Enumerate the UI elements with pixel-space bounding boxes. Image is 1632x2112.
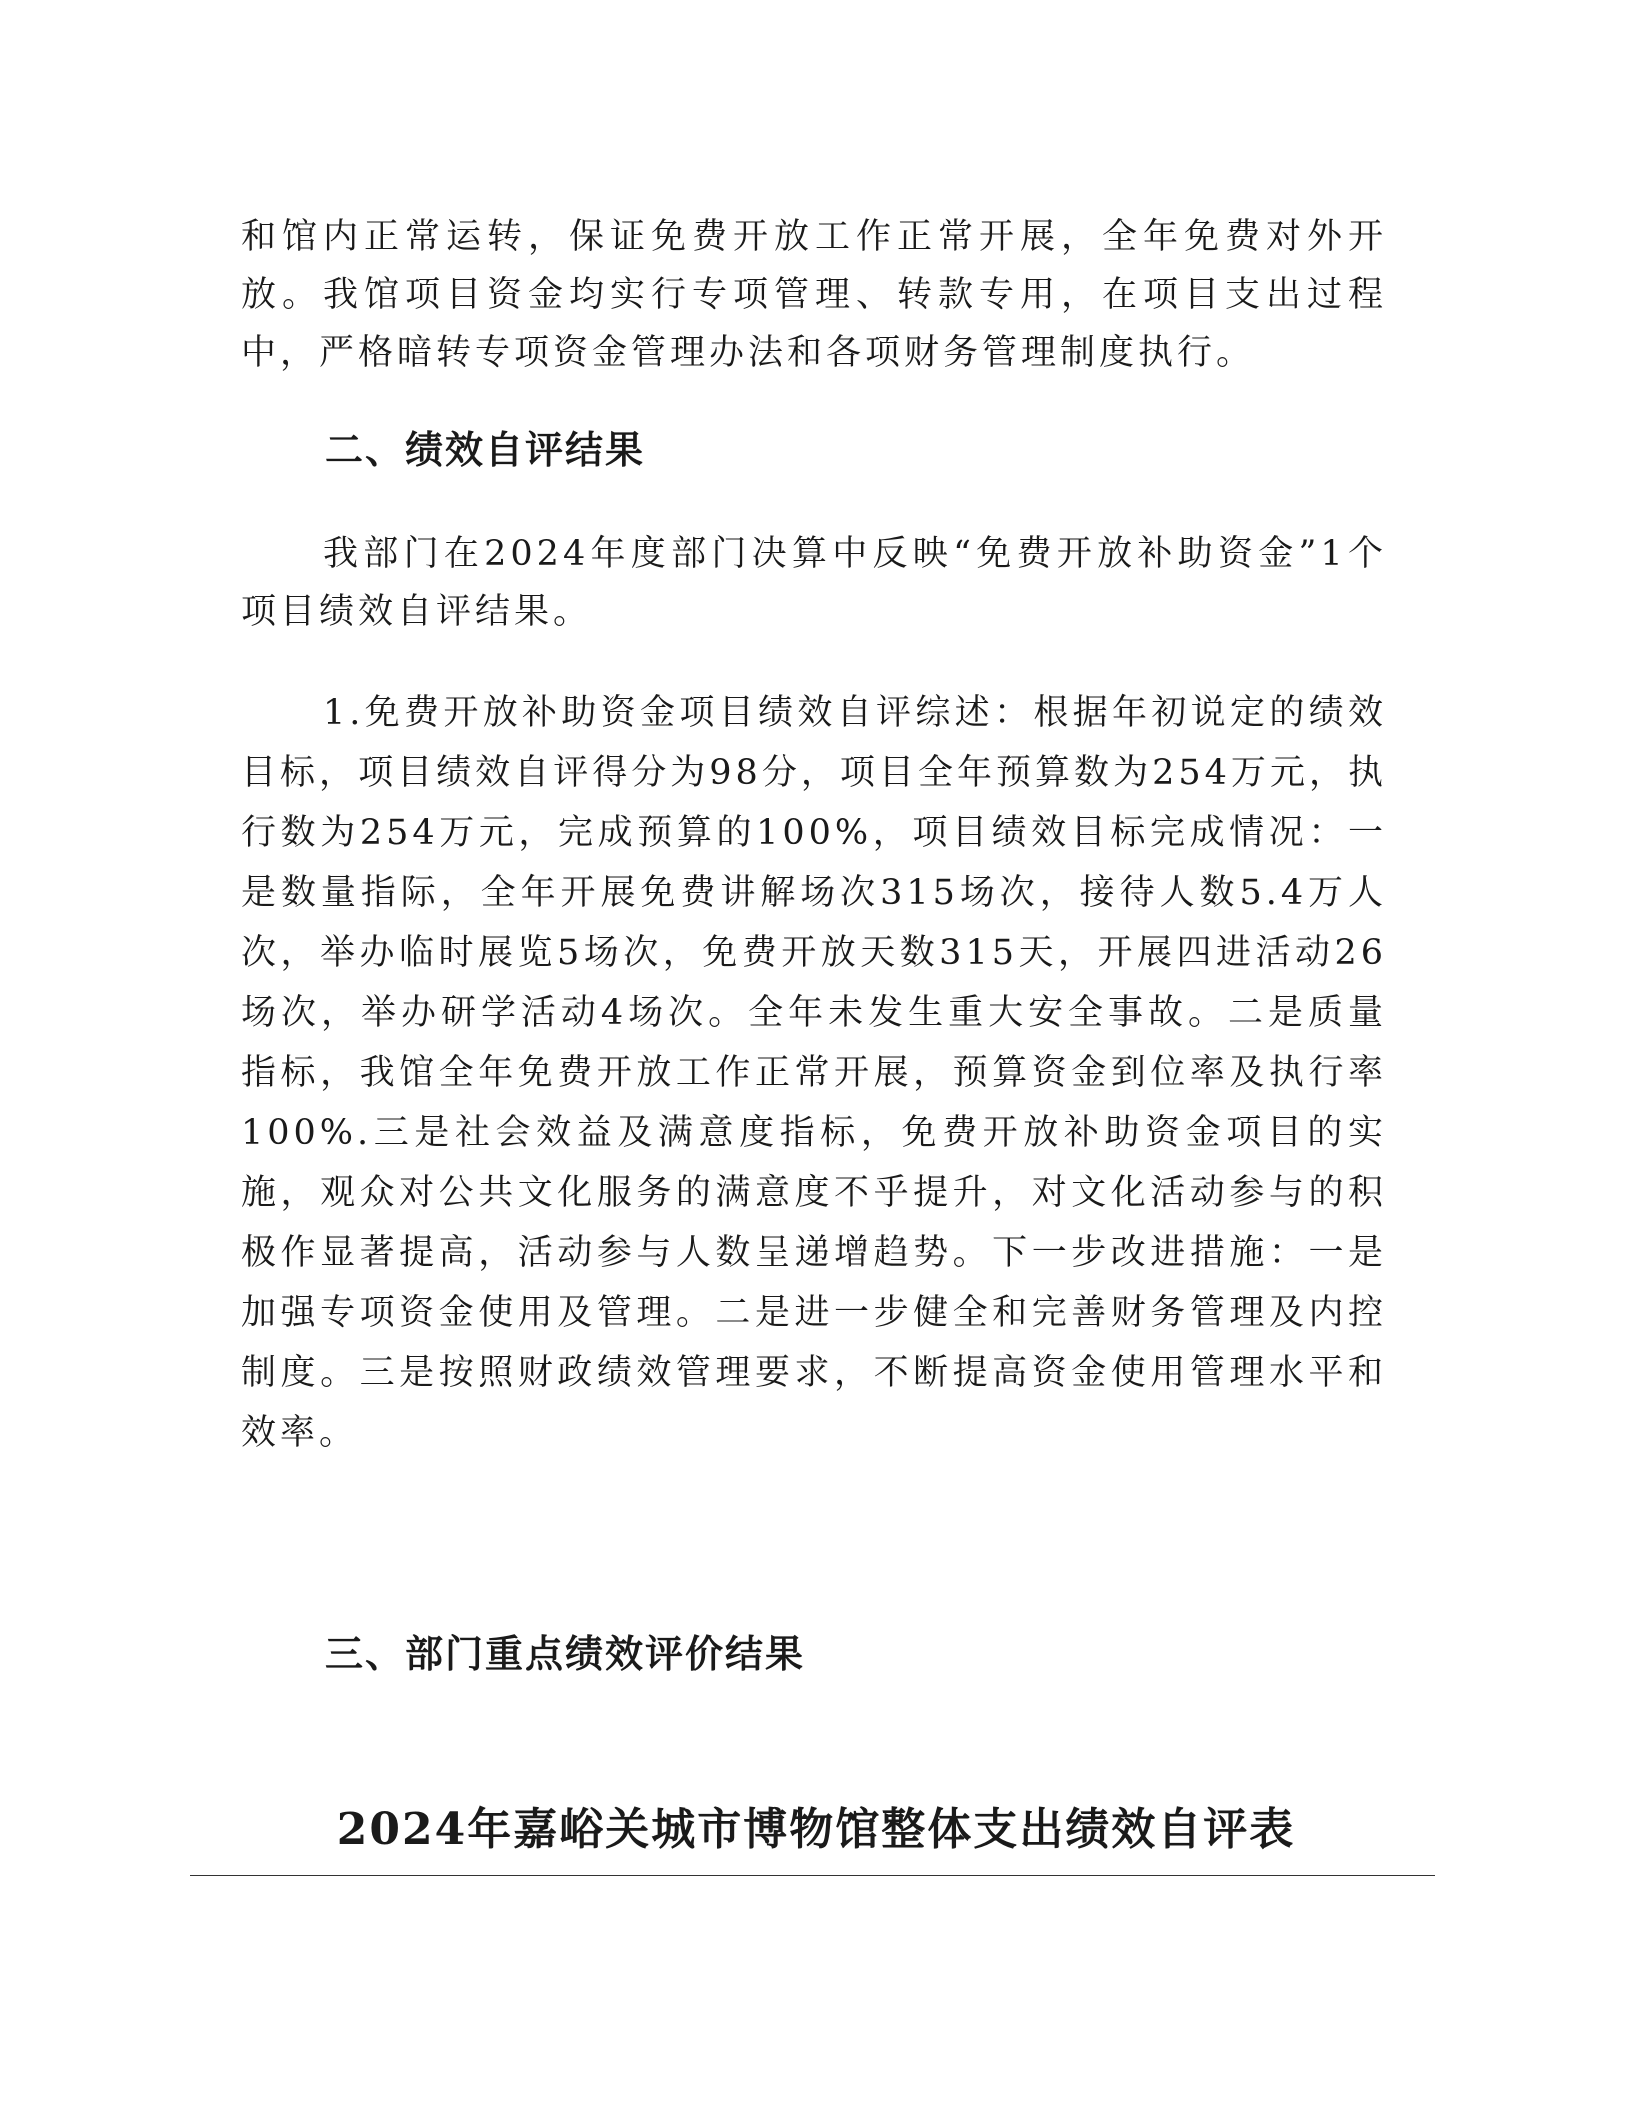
section-3-heading: 三、部门重点绩效评价结果 <box>325 1632 806 1676</box>
table-title: 2024年嘉峪关城市博物馆整体支出绩效自评表 <box>336 1804 1296 1855</box>
section-2-item-1: 1.免费开放补助资金项目绩效自评综述：根据年初说定的绩效目标，项目绩效自评得分为98分，项目全年预算数为254万元，执行数为254万元，完成预算的100%，项目绩效目标完成情况：一是数量指际，全年开展免费讲解场次315场次，接待人数5.4万人次，举办临时展览5场次，免费开放天数315天，开展四进活动26场次，举办研学活动4场次。全年未发生重大安全事故。二是质量指标，我馆全年免费开放工作正常开展，预算资金到位率及执行率100%.三是社会效益及满意度指标，免费开放补助资金项目的实施，观众对公共文化服务的满意度不乎提升，对文化活动参与的积极作显著提高，活动参与人数呈递增趋势。下一步改进措施：一是加强专项资金使用及管理。二是进一步健全和完善财务管理及内控制度。三是按照财政绩效管理要求，不断提高资金使用管理水平和效率。 <box>241 693 1387 1453</box>
table-top-rule <box>190 1875 1435 1876</box>
intro-paragraph: 和馆内正常运转，保证免费开放工作正常开展，全年免费对外开放。我馆项目资金均实行专项管理、转款专用，在项目支出过程中，严格暗转专项资金管理办法和各项财务管理制度执行。 <box>241 217 1387 373</box>
section-2-paragraph: 我部门在2024年度部门决算中反映“免费开放补助资金”1个项目绩效自评结果。 <box>241 534 1387 632</box>
section-2-heading: 二、绩效自评结果 <box>325 428 646 472</box>
